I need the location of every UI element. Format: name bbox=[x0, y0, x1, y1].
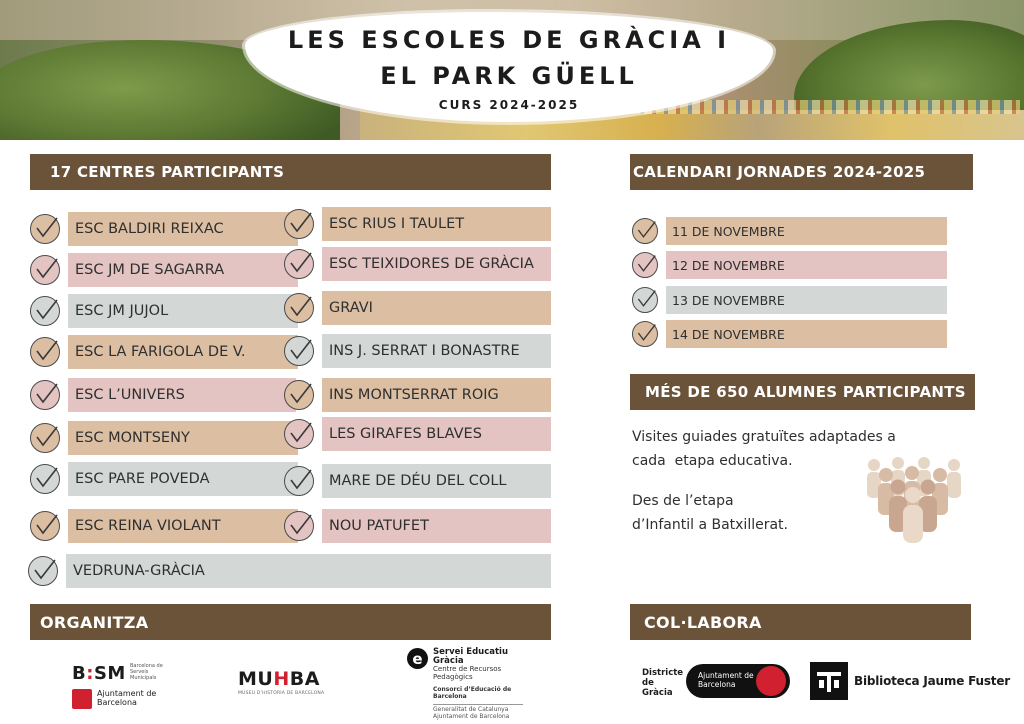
centre-label: ESC RIUS I TAULET bbox=[322, 207, 551, 241]
collabora-header bbox=[630, 604, 971, 640]
organitza-header bbox=[30, 604, 551, 640]
check-icon bbox=[30, 511, 60, 541]
centre-label: VEDRUNA-GRÀCIA bbox=[66, 554, 551, 588]
centre-label: ESC JM DE SAGARRA bbox=[68, 253, 298, 287]
bsm-logo bbox=[72, 663, 163, 707]
check-icon bbox=[632, 252, 658, 278]
students-header-label: MÉS DE 650 ALUMNES PARTICIPANTS bbox=[645, 383, 966, 401]
check-icon bbox=[284, 380, 314, 410]
centre-label: INS J. SERRAT I BONASTRE bbox=[322, 334, 551, 368]
check-icon bbox=[632, 287, 658, 313]
visits-line1: Visites guiades gratuïtes adaptades a bbox=[632, 429, 896, 445]
bsm-mark: B:SM bbox=[72, 663, 126, 684]
muhba-logo bbox=[238, 668, 324, 696]
calendar-header-label: CALENDARI JORNADES 2024-2025 bbox=[633, 163, 926, 181]
districte-gracia-logo bbox=[642, 664, 792, 700]
centre-label: ESC L’UNIVERS bbox=[68, 378, 296, 412]
range-description bbox=[632, 489, 872, 537]
check-icon bbox=[30, 423, 60, 453]
collabora-header-label: COL·LABORA bbox=[644, 612, 762, 632]
centre-label: ESC JM JUJOL bbox=[68, 294, 298, 328]
centre-label: MARE DE DÉU DEL COLL bbox=[322, 464, 551, 498]
students-header bbox=[630, 374, 975, 410]
districte-label: Districte de Gràcia bbox=[642, 668, 684, 698]
check-icon bbox=[30, 296, 60, 326]
seg-line2: Centre de Recursos Pedagògics bbox=[433, 665, 502, 681]
check-icon bbox=[28, 556, 58, 586]
bsm-tagline: Barcelona de Serveis Municipals bbox=[130, 663, 163, 681]
check-icon bbox=[632, 321, 658, 347]
check-icon bbox=[30, 464, 60, 494]
check-icon bbox=[30, 214, 60, 244]
centre-label: ESC PARE POVEDA bbox=[68, 462, 298, 496]
e-letter-icon: e bbox=[407, 648, 428, 669]
barcelona-shield-icon bbox=[72, 689, 92, 709]
range-line1: Des de l’etapa bbox=[632, 493, 734, 509]
check-icon bbox=[632, 218, 658, 244]
check-icon bbox=[284, 511, 314, 541]
check-icon bbox=[284, 336, 314, 366]
ajuntament-label: Ajuntament de Barcelona bbox=[97, 689, 157, 707]
centre-label: ESC LA FARIGOLA DE V. bbox=[68, 335, 298, 369]
check-icon bbox=[284, 209, 314, 239]
check-icon bbox=[284, 293, 314, 323]
centre-label: INS MONTSERRAT ROIG bbox=[322, 378, 551, 412]
check-icon bbox=[284, 249, 314, 279]
hero-banner bbox=[0, 0, 1024, 140]
muhba-tagline: MUSEU D’HISTÒRIA DE BARCELONA bbox=[238, 691, 325, 696]
seg-line1: Servei Educatiu Gràcia bbox=[433, 647, 509, 666]
centre-label: ESC TEIXIDORES DE GRÀCIA bbox=[322, 247, 551, 281]
barcelona-shield-icon bbox=[756, 666, 786, 696]
range-line2: d’Infantil a Batxillerat. bbox=[632, 517, 788, 533]
organitza-header-label: ORGANITZA bbox=[40, 612, 149, 632]
centre-label: NOU PATUFET bbox=[322, 509, 551, 543]
page-title-line1: LES ESCOLES DE GRÀCIA I bbox=[287, 26, 731, 54]
ajuntament-pill bbox=[686, 664, 790, 698]
muhba-mark: MUHBA bbox=[238, 668, 320, 690]
seg-line3: Consorci d’Educació de Barcelona bbox=[433, 686, 512, 700]
date-label: 12 DE NOVEMBRE bbox=[666, 251, 947, 279]
ajuntament-pill-label: Ajuntament de Barcelona bbox=[698, 671, 754, 689]
visits-line2: cada etapa educativa. bbox=[632, 453, 793, 469]
seg-line4: Generalitat de Catalunya Ajuntament de Barcelona bbox=[433, 704, 523, 720]
centre-label: LES GIRAFES BLAVES bbox=[322, 417, 551, 451]
centre-label: ESC MONTSENY bbox=[68, 421, 298, 455]
check-icon bbox=[30, 337, 60, 367]
check-icon bbox=[284, 419, 314, 449]
biblioteca-mark-icon bbox=[810, 662, 848, 700]
page-subtitle: CURS 2024-2025 bbox=[438, 98, 580, 112]
date-label: 11 DE NOVEMBRE bbox=[666, 217, 947, 245]
centre-label: ESC BALDIRI REIXAC bbox=[68, 212, 298, 246]
biblioteca-logo bbox=[810, 662, 1010, 700]
centres-header bbox=[30, 154, 551, 190]
page-title-line2: EL PARK GÜELL bbox=[380, 62, 638, 90]
centres-header-label: 17 CENTRES PARTICIPANTS bbox=[50, 163, 285, 181]
date-label: 13 DE NOVEMBRE bbox=[666, 286, 947, 314]
centre-label: ESC REINA VIOLANT bbox=[68, 509, 298, 543]
calendar-header bbox=[630, 154, 973, 190]
check-icon bbox=[30, 380, 60, 410]
ajuntament-logo bbox=[72, 688, 172, 710]
crowd-icon bbox=[862, 455, 966, 545]
biblioteca-name: Biblioteca Jaume Fuster bbox=[854, 674, 1010, 688]
centre-label: GRAVI bbox=[322, 291, 551, 325]
check-icon bbox=[284, 466, 314, 496]
check-icon bbox=[30, 255, 60, 285]
date-label: 14 DE NOVEMBRE bbox=[666, 320, 947, 348]
